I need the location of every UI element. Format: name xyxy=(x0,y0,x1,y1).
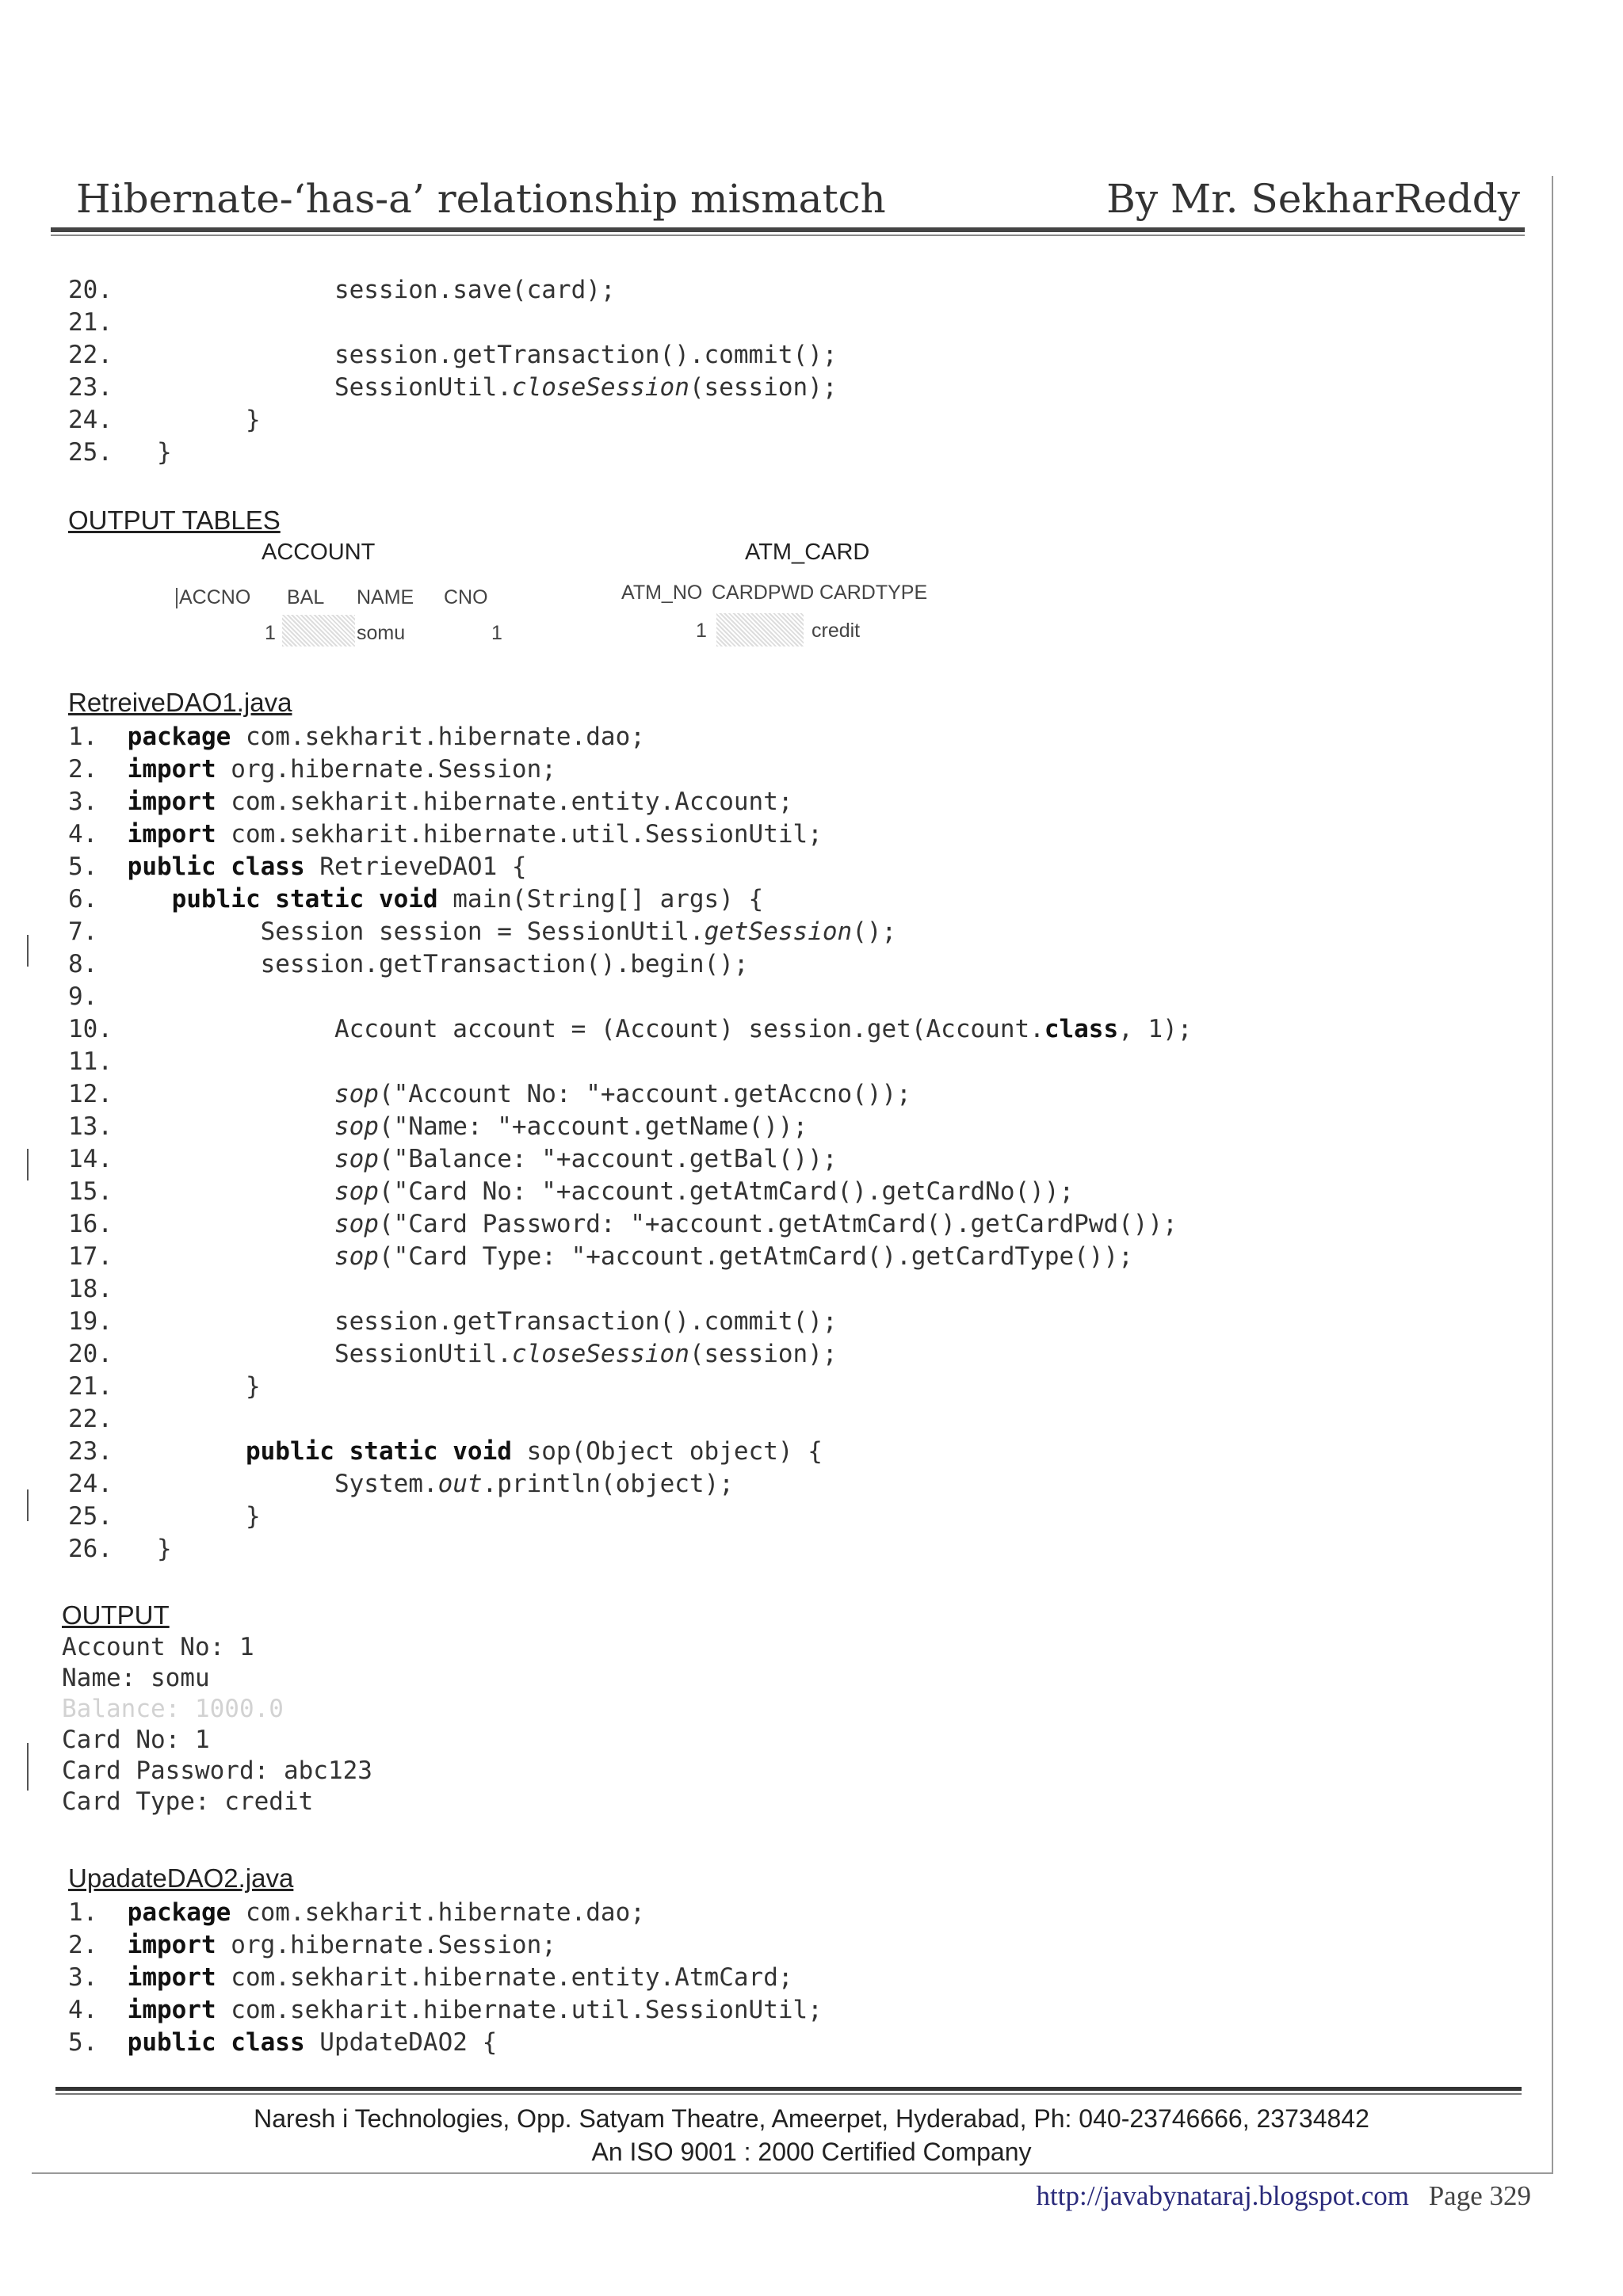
line-number: 9. xyxy=(68,982,128,1011)
code-text: session.getTransaction().commit(); xyxy=(334,341,838,369)
line-number: 17. xyxy=(68,1242,128,1271)
code-text: } xyxy=(245,1372,261,1401)
line-number: 25. xyxy=(68,438,128,467)
header-rule xyxy=(51,227,1525,232)
code-line xyxy=(68,1046,1192,1078)
code-line xyxy=(68,851,1192,883)
line-number: 23. xyxy=(68,373,128,402)
output-tables-heading: OUTPUT TABLES xyxy=(68,505,281,535)
code-text: sop(Object object) { xyxy=(511,1437,823,1466)
atm-cell-atmno: 1 xyxy=(696,620,707,642)
code-text: sop xyxy=(334,1177,379,1206)
code-line xyxy=(68,339,838,372)
code-text: , 1); xyxy=(1118,1015,1193,1043)
redacted-smudge xyxy=(716,613,804,646)
code-keyword: public class xyxy=(127,852,305,881)
line-number: 4. xyxy=(68,1996,128,2024)
output-heading: OUTPUT xyxy=(62,1600,170,1630)
line-number: 15. xyxy=(68,1177,128,1206)
code-text: sop xyxy=(334,1242,379,1271)
line-number: 26. xyxy=(68,1535,128,1563)
retrieve-code-block xyxy=(68,721,1192,1566)
account-col-accno: ACCNO xyxy=(179,586,251,608)
code-text: } xyxy=(156,1535,172,1563)
code-text: } xyxy=(156,438,172,467)
account-col-cno: CNO xyxy=(444,586,488,608)
line-number: 20. xyxy=(68,276,128,304)
line-number: 22. xyxy=(68,341,128,369)
code-text: closeSession xyxy=(511,373,689,402)
output-line: Account No: 1 xyxy=(62,1633,254,1661)
atm-col-cardpwd: CARDPWD xyxy=(712,582,815,604)
code-line xyxy=(68,948,1192,981)
account-table-title: ACCOUNT xyxy=(262,540,376,565)
line-number: 18. xyxy=(68,1275,128,1303)
code-text: session.save(card); xyxy=(334,276,616,304)
account-col-name: NAME xyxy=(357,586,414,608)
code-text: ("Account No: "+account.getAccno()); xyxy=(378,1080,911,1108)
code-text: .println(object); xyxy=(482,1470,734,1498)
update-file-heading: UpadateDAO2.java xyxy=(68,1863,294,1893)
output-line: Card Type: credit xyxy=(62,1787,314,1816)
code-block-continuation xyxy=(68,274,838,469)
code-text: com.sekharit.hibernate.entity.Account; xyxy=(216,788,793,816)
code-text: getSession xyxy=(704,917,853,946)
code-line xyxy=(68,2027,823,2059)
line-number: 24. xyxy=(68,406,128,434)
table-divider xyxy=(176,588,178,608)
account-cell-cno: 1 xyxy=(491,622,502,644)
code-keyword: public static void xyxy=(245,1437,512,1466)
code-line xyxy=(68,1403,1192,1436)
code-text: RetrieveDAO1 { xyxy=(304,852,527,881)
code-line xyxy=(68,1306,1192,1338)
line-number: 1. xyxy=(68,723,128,751)
line-number: 3. xyxy=(68,1963,128,1992)
line-number: 16. xyxy=(68,1210,128,1238)
code-keyword: import xyxy=(127,1963,216,1992)
line-number: 2. xyxy=(68,1931,128,1959)
code-line xyxy=(68,721,1192,753)
code-text: sop xyxy=(334,1112,379,1141)
code-text: session.getTransaction().commit(); xyxy=(334,1307,838,1336)
code-text: sop xyxy=(334,1145,379,1173)
margin-scan-mark xyxy=(27,1743,29,1791)
blog-url[interactable] xyxy=(1037,2180,1409,2212)
code-text: Session session = SessionUtil. xyxy=(260,917,705,946)
code-text: sop xyxy=(334,1210,379,1238)
code-line xyxy=(68,404,838,437)
code-line xyxy=(68,1273,1192,1306)
code-line xyxy=(68,1994,823,2027)
code-keyword: import xyxy=(127,788,216,816)
output-line: Name: somu xyxy=(62,1664,210,1692)
code-line xyxy=(68,753,1192,786)
line-number: 1. xyxy=(68,1898,128,1927)
line-number: 7. xyxy=(68,917,128,946)
code-text: com.sekharit.hibernate.util.SessionUtil; xyxy=(216,1996,823,2024)
code-text: Account account = (Account) session.get(Account. xyxy=(334,1015,1044,1043)
code-keyword: import xyxy=(127,820,216,849)
code-keyword: package xyxy=(127,723,231,751)
code-text: com.sekharit.hibernate.entity.AtmCard; xyxy=(216,1963,793,1992)
line-number: 4. xyxy=(68,820,128,849)
code-text: ("Name: "+account.getName()); xyxy=(378,1112,808,1141)
atm-col-cardtype: CARDTYPE xyxy=(819,582,928,604)
faded-line-overlay xyxy=(60,1695,314,1724)
code-keyword: public static void xyxy=(171,885,438,913)
code-text: } xyxy=(245,1502,261,1531)
line-number: 11. xyxy=(68,1047,128,1076)
line-number: 5. xyxy=(68,2028,128,2057)
code-text: UpdateDAO2 { xyxy=(304,2028,498,2057)
header-rule-thin xyxy=(51,235,1525,236)
margin-scan-mark xyxy=(27,1149,29,1180)
code-line xyxy=(68,1436,1192,1468)
account-col-bal: BAL xyxy=(287,586,325,608)
code-keyword: package xyxy=(127,1898,231,1927)
line-number: 25. xyxy=(68,1502,128,1531)
code-line xyxy=(68,307,838,339)
footer-rule-thin xyxy=(55,2093,1522,2095)
code-text: ("Card No: "+account.getAtmCard().getCardNo()); xyxy=(378,1177,1075,1206)
atm-card-table-title: ATM_CARD xyxy=(745,540,870,565)
code-text: (); xyxy=(852,917,897,946)
code-line xyxy=(68,981,1192,1013)
code-text: (session); xyxy=(689,373,838,402)
author-name: By Mr. SekharReddy xyxy=(1106,176,1520,222)
code-text: closeSession xyxy=(511,1340,689,1368)
code-text: org.hibernate.Session; xyxy=(216,1931,556,1959)
code-line xyxy=(68,437,838,469)
code-keyword: import xyxy=(127,1996,216,2024)
code-line xyxy=(68,1111,1192,1143)
output-line: Card No: 1 xyxy=(62,1726,210,1754)
code-line xyxy=(68,1371,1192,1403)
code-text: ("Card Password: "+account.getAtmCard().getCardPwd()); xyxy=(378,1210,1178,1238)
output-line: Card Password: abc123 xyxy=(62,1756,372,1785)
update-code-block xyxy=(68,1897,823,2059)
account-cell-name: somu xyxy=(357,622,406,644)
code-text: SessionUtil. xyxy=(334,1340,512,1368)
code-keyword: public class xyxy=(127,2028,305,2057)
line-number: 20. xyxy=(68,1340,128,1368)
footer-certification: An ISO 9001 : 2000 Certified Company xyxy=(591,2138,1032,2166)
line-number: 24. xyxy=(68,1470,128,1498)
code-text: main(String[] args) { xyxy=(437,885,764,913)
code-line xyxy=(68,372,838,404)
code-line xyxy=(68,1338,1192,1371)
code-text: SessionUtil. xyxy=(334,373,512,402)
program-output xyxy=(62,1632,372,1817)
line-number: 22. xyxy=(68,1405,128,1433)
code-text: ("Balance: "+account.getBal()); xyxy=(378,1145,838,1173)
code-text: org.hibernate.Session; xyxy=(216,755,556,784)
code-text: out xyxy=(437,1470,483,1498)
line-number: 19. xyxy=(68,1307,128,1336)
code-text: com.sekharit.hibernate.dao; xyxy=(231,1898,645,1927)
code-text: com.sekharit.hibernate.util.SessionUtil; xyxy=(216,820,823,849)
margin-scan-mark xyxy=(27,1489,29,1521)
line-number: 8. xyxy=(68,950,128,978)
account-cell-accno: 1 xyxy=(265,622,276,644)
page-title: Hibernate-‘has-a’ relationship mismatch xyxy=(76,176,886,222)
code-line xyxy=(68,1468,1192,1501)
code-text: ("Card Type: "+account.getAtmCard().getCardType()); xyxy=(378,1242,1133,1271)
code-line xyxy=(68,786,1192,818)
line-number: 13. xyxy=(68,1112,128,1141)
line-number: 2. xyxy=(68,755,128,784)
code-text: } xyxy=(245,406,261,434)
line-number: 5. xyxy=(68,852,128,881)
code-line xyxy=(68,883,1192,916)
code-keyword: class xyxy=(1044,1015,1119,1043)
code-line xyxy=(68,1929,823,1962)
line-number: 10. xyxy=(68,1015,128,1043)
line-number: 21. xyxy=(68,1372,128,1401)
footer-address: Naresh i Technologies, Opp. Satyam Theatre, Ameerpet, Hyderabad, Ph: 040-23746666, 23734842 xyxy=(254,2104,1369,2133)
code-line xyxy=(68,1962,823,1994)
blog-url-text[interactable]: http://javabynataraj.blogspot.com xyxy=(1036,2180,1409,2211)
footer-bottom-rule xyxy=(32,2172,1553,2174)
code-text: (session); xyxy=(689,1340,838,1368)
line-number: 6. xyxy=(68,885,128,913)
code-line xyxy=(68,1208,1192,1241)
line-number: 3. xyxy=(68,788,128,816)
code-keyword: import xyxy=(127,755,216,784)
code-line xyxy=(68,1533,1192,1566)
page-number: Page 329 xyxy=(1428,2180,1531,2211)
code-line xyxy=(68,1013,1192,1046)
retrieve-file-heading: RetreiveDAO1.java xyxy=(68,688,292,717)
code-text: sop xyxy=(334,1080,379,1108)
code-line xyxy=(68,916,1192,948)
redacted-smudge xyxy=(282,615,355,646)
code-keyword: import xyxy=(127,1931,216,1959)
code-text: com.sekharit.hibernate.dao; xyxy=(231,723,645,751)
line-number: 21. xyxy=(68,308,128,337)
code-line xyxy=(68,818,1192,851)
code-line xyxy=(68,1143,1192,1176)
code-line xyxy=(68,1078,1192,1111)
code-text: System. xyxy=(334,1470,438,1498)
line-number: 14. xyxy=(68,1145,128,1173)
code-line xyxy=(68,1501,1192,1533)
code-text: session.getTransaction().begin(); xyxy=(260,950,749,978)
code-line xyxy=(68,1176,1192,1208)
line-number: 12. xyxy=(68,1080,128,1108)
code-line xyxy=(68,1241,1192,1273)
footer-rule xyxy=(55,2087,1522,2091)
code-line xyxy=(68,274,838,307)
atm-cell-cardtype: credit xyxy=(812,620,861,642)
line-number: 23. xyxy=(68,1437,128,1466)
margin-scan-mark xyxy=(27,935,29,967)
atm-col-atmno: ATM_NO xyxy=(621,582,703,604)
code-line xyxy=(68,1897,823,1929)
